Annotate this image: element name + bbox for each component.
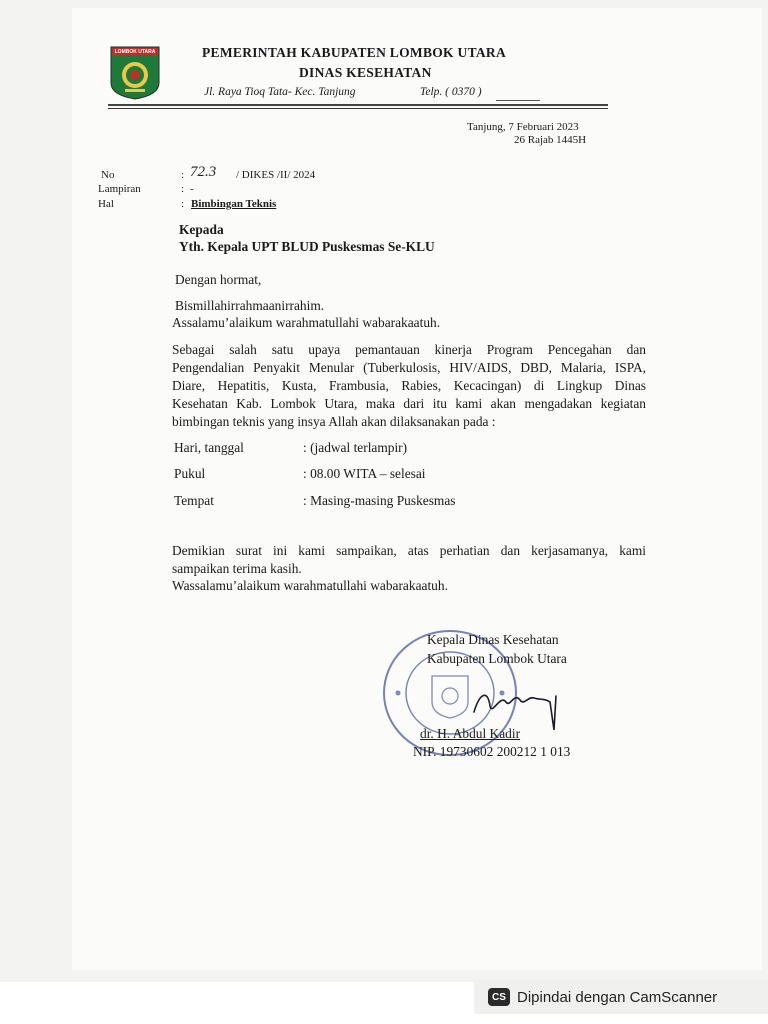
paragraph-line: Demikian surat ini kami sampaikan, atas perhatian dan kerjasamanya, kami (172, 543, 646, 558)
paragraph-closing (172, 542, 646, 578)
letterhead-rule-thin (108, 108, 608, 109)
schedule-day-value: : (jadwal terlampir) (303, 440, 408, 455)
schedule-day-label: Hari, tanggal (174, 440, 244, 455)
paragraph-line: Sebagai salah satu upaya pemantauan kinerja Program Pencegahan dan (172, 342, 646, 357)
lampiran-label: Lampiran (98, 183, 141, 195)
letterhead-rule-thick (108, 104, 608, 106)
bismillah: Bismillahirrahmaanirrahim. (175, 298, 325, 313)
paragraph-line: Diare, Hepatitis, Kusta, Frambusia, Rabies, Kecacingan) di Lingkup Dinas (172, 378, 646, 393)
signatory-name: dr. H. Abdul Kadir (420, 726, 521, 741)
schedule-time-value: : 08.00 WITA – selesai (303, 466, 426, 481)
schedule-place-value: : Masing-masing Puskesmas (303, 493, 456, 508)
paragraph-intro (172, 341, 646, 431)
recipient-name: Yth. Kepala UPT BLUD Puskesmas Se-KLU (179, 239, 435, 254)
letterhead-address: Jl. Raya Tioq Tata- Kec. Tanjung (204, 86, 356, 98)
lampiran-value: - (190, 183, 194, 195)
wassalam: Wassalamu’alaikum warahmatullahi wabarakaatuh. (172, 578, 448, 593)
hal-colon: : (181, 198, 185, 210)
letter-date: Tanjung, 7 Februari 2023 (467, 121, 579, 133)
signatory-title: Kepala Dinas Kesehatan (427, 632, 559, 647)
paragraph-line: Kesehatan Kab. Lombok Utara, maka dari itu kami akan mengadakan kegiatan (172, 396, 646, 411)
phone-underline (496, 100, 540, 101)
camscanner-text: Dipindai dengan CamScanner (517, 988, 718, 1006)
no-colon: : (181, 169, 185, 181)
handwritten-signature (470, 672, 560, 734)
salam: Assalamu’alaikum warahmatullahi wabarakaatuh. (172, 315, 441, 330)
camscanner-watermark (474, 980, 768, 1014)
letterhead-phone: Telp. ( 0370 ) (420, 86, 482, 98)
no-label: No (101, 169, 115, 181)
signatory-nip: NIP. 19730602 200212 1 013 (413, 744, 571, 759)
lampiran-colon: : (181, 183, 185, 195)
no-value: / DIKES /II/ 2024 (236, 169, 316, 181)
greeting: Dengan hormat, (175, 272, 262, 287)
camscanner-logo-icon: CS (488, 988, 510, 1006)
letterhead-government: PEMERINTAH KABUPATEN LOMBOK UTARA (202, 45, 507, 60)
paragraph-line: sampaikan terima kasih. (172, 561, 302, 576)
letterhead-department: DINAS KESEHATAN (299, 65, 432, 80)
logo-text: LOMBOK UTARA (114, 49, 156, 55)
schedule-time-label: Pukul (174, 466, 206, 481)
no-handwritten-number: 72.3 (190, 164, 217, 180)
signatory-regency: Kabupaten Lombok Utara (427, 651, 567, 666)
hal-label: Hal (98, 198, 114, 210)
paragraph-line: Pengendalian Penyakit Menular (Tuberkulosis, HIV/AIDS, DBD, Malaria, ISPA, (172, 360, 646, 375)
recipient-kepada: Kepada (179, 222, 224, 237)
document-page (72, 8, 762, 970)
hal-value: Bimbingan Teknis (191, 198, 277, 210)
letter-hijri-date: 26 Rajab 1445H (514, 134, 587, 146)
schedule-place-label: Tempat (174, 493, 214, 508)
paragraph-line: bimbingan teknis yang insya Allah akan dilaksanakan pada : (172, 414, 496, 429)
regency-logo (107, 43, 163, 101)
